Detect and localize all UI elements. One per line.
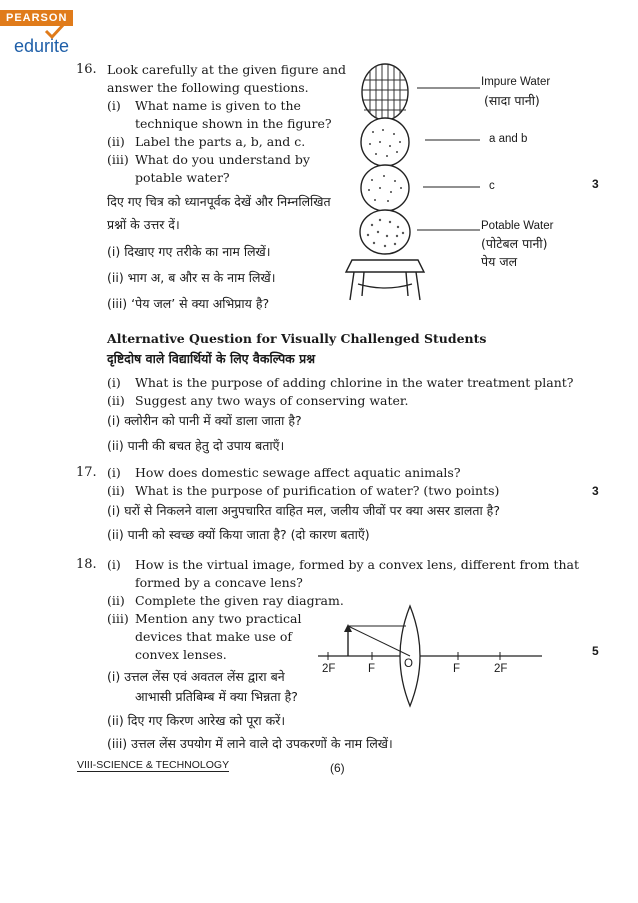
hindi-text: (ii) पानी की बचत हेतु दो उपाय बताएँ।	[107, 438, 285, 453]
checkmark-icon	[44, 22, 66, 40]
hindi-text: (iii) उत्तल लेंस उपयोग में लाने वाले दो उपकरणों के नाम लिखें।	[107, 736, 393, 751]
ray-diagram	[310, 598, 550, 710]
alt-heading-hindi: दृष्टिदोष वाले विद्यार्थियों के लिए वैकल्पिक प्रश्न	[107, 351, 316, 366]
sub-number: (ii)	[107, 393, 125, 408]
sub-question-text: What is the purpose of purification of water? (two points)	[135, 483, 500, 498]
figure-label-lines	[405, 60, 485, 240]
diagram-label-2f-right: 2F	[494, 663, 508, 675]
hindi-text: (ii) पानी को स्वच्छ क्यों किया जाता है? (दो कारण बताएँ)	[107, 527, 370, 542]
hindi-text: प्रश्नों के उत्तर दें।	[107, 217, 180, 232]
sub-question-text: How is the virtual image, formed by a convex lens, different from that	[135, 557, 579, 572]
sub-question-text: Label the parts a, b, and c.	[135, 134, 306, 149]
diagram-label-o: O	[404, 658, 413, 670]
hindi-text: दिए गए चित्र को ध्यानपूर्वक देखें और निम्नलिखित	[107, 194, 331, 209]
sub-number: (iii)	[107, 152, 129, 167]
sub-question-text: Suggest any two ways of conserving water.	[135, 393, 409, 408]
sub-question-text: What name is given to the	[135, 98, 301, 113]
diagram-label-f-right: F	[453, 663, 461, 675]
label-potable-water-hindi: पेय जल	[481, 254, 518, 269]
question-text: answer the following questions.	[107, 80, 309, 95]
sub-number: (ii)	[107, 593, 125, 608]
footer-subject: VIII-SCIENCE & TECHNOLOGY	[77, 759, 230, 771]
hindi-text: (ii) भाग अ, ब और स के नाम लिखें।	[107, 270, 276, 285]
sub-question-text: What do you understand by	[135, 152, 310, 167]
hindi-text: (i) दिखाए गए तरीके का नाम लिखें।	[107, 244, 271, 259]
sub-question-text: devices that make use of	[135, 629, 293, 644]
question-number: 18.	[76, 557, 97, 572]
sub-question-text: potable water?	[135, 170, 230, 185]
pearson-logo: PEARSON	[0, 10, 73, 26]
hindi-text: (iii) ‘पेय जल’ से क्या अभिप्राय है?	[107, 296, 270, 311]
label-potable-water: Potable Water	[481, 220, 554, 232]
hindi-text: (ii) दिए गए किरण आरेख को पूरा करें।	[107, 713, 286, 728]
page-number: (6)	[330, 761, 345, 775]
marks: 5	[592, 644, 599, 658]
hindi-text: (i) क्लोरीन को पानी में क्यों डाला जाता है?	[107, 413, 302, 428]
hindi-text: आभासी प्रतिबिम्ब में क्या भिन्नता है?	[135, 689, 298, 704]
sub-number: (i)	[107, 557, 121, 572]
diagram-label-f-left: F	[368, 663, 376, 675]
label-impure-water: Impure Water	[481, 76, 551, 88]
sub-question-text: What is the purpose of adding chlorine in the water treatment plant?	[135, 375, 574, 390]
label-c: c	[489, 180, 495, 192]
sub-question-text: convex lenses.	[135, 647, 227, 662]
edurite-logo	[14, 36, 69, 57]
sub-number: (i)	[107, 98, 121, 113]
sub-question-text: How does domestic sewage affect aquatic animals?	[135, 465, 461, 480]
sub-number: (ii)	[107, 134, 125, 149]
marks: 3	[592, 177, 599, 191]
alt-heading: Alternative Question for Visually Challenged Students	[107, 331, 487, 346]
label-impure-water-hindi: (सादा पानी)	[484, 93, 540, 108]
sub-number: (iii)	[107, 611, 129, 626]
label-potable-water-hindi: (पोटेबल पानी)	[481, 236, 548, 251]
edurite-wordmark: edurite	[14, 36, 70, 56]
marks: 3	[592, 484, 599, 498]
diagram-label-2f-left: 2F	[322, 663, 336, 675]
label-a-and-b: a and b	[489, 133, 528, 145]
hindi-text: (i) उत्तल लेंस एवं अवतल लेंस द्वारा बने	[107, 669, 285, 684]
sub-question-text: Mention any two practical	[135, 611, 302, 626]
sub-question-text: technique shown in the figure?	[135, 116, 332, 131]
sub-number: (i)	[107, 375, 121, 390]
sub-number: (i)	[107, 465, 121, 480]
question-number: 16.	[76, 62, 97, 77]
sub-question-text: Complete the given ray diagram.	[135, 593, 344, 608]
sub-number: (ii)	[107, 483, 125, 498]
sub-question-text: formed by a concave lens?	[135, 575, 303, 590]
question-number: 17.	[76, 465, 97, 480]
hindi-text: (i) घरों से निकलने वाला अनुपचारित वाहित मल, जलीय जीवों पर क्या असर डालता है?	[107, 503, 500, 518]
question-text: Look carefully at the given figure and	[107, 62, 347, 77]
